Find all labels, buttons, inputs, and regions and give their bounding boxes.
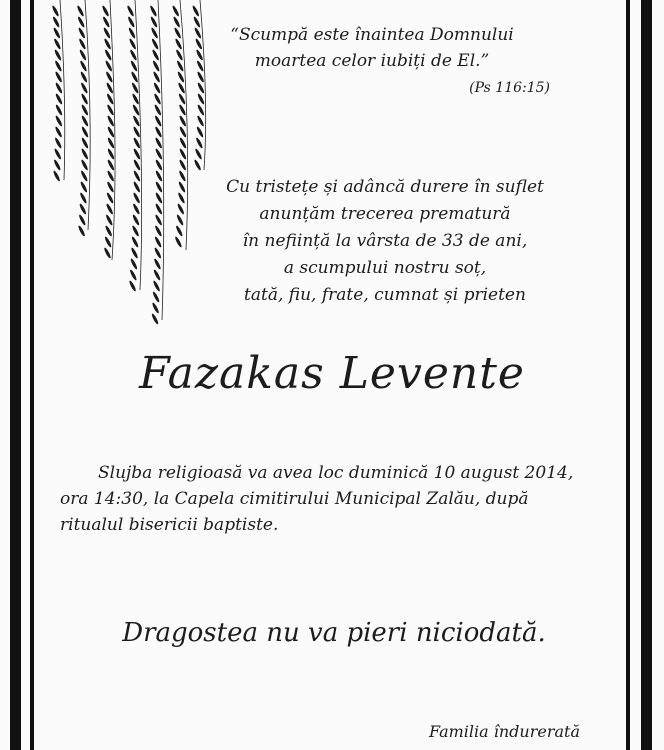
willow-leaf <box>176 60 184 72</box>
willow-leaf <box>152 60 160 72</box>
announcement-text <box>200 174 570 309</box>
willow-leaf <box>197 104 205 116</box>
willow-leaf <box>175 49 183 61</box>
willow-leaf <box>79 60 87 72</box>
willow-leaf <box>103 38 111 50</box>
willow-leaf <box>179 137 187 149</box>
willow-leaf <box>53 159 61 171</box>
willow-leaf <box>155 192 163 204</box>
willow-leaf <box>178 93 186 105</box>
willow-leaf <box>107 115 115 127</box>
willow-leaf <box>155 203 163 215</box>
willow-leaf <box>81 115 89 127</box>
willow-leaf <box>131 82 139 94</box>
willow-leaf <box>106 181 114 193</box>
willow-leaf <box>133 148 141 160</box>
willow-leaf <box>132 126 140 138</box>
willow-leaf <box>80 71 88 83</box>
willow-leaf <box>152 280 160 292</box>
willow-leaf <box>55 82 63 94</box>
willow-leaf <box>104 225 112 237</box>
willow-leaf <box>55 93 63 105</box>
willow-leaf <box>126 5 134 17</box>
willow-leaf <box>130 60 138 72</box>
willow-leaf <box>131 225 139 237</box>
willow-leaf <box>178 159 186 171</box>
willow-leaf <box>107 148 115 160</box>
willow-leaf <box>78 214 86 226</box>
willow-leaf <box>174 38 182 50</box>
willow-leaf <box>133 159 141 171</box>
willow-leaf <box>78 27 86 39</box>
willow-leaf <box>80 82 88 94</box>
deceased-name: Fazakas Levente <box>139 348 525 399</box>
willow-leaf <box>197 93 205 105</box>
willow-leaf <box>151 313 159 325</box>
willow-leaf <box>153 93 161 105</box>
willow-leaf <box>128 27 136 39</box>
willow-leaf <box>154 126 162 138</box>
willow-leaf <box>81 148 89 160</box>
willow-leaf <box>196 126 204 138</box>
willow-leaf <box>130 247 138 259</box>
willow-leaf <box>179 148 187 160</box>
willow-leaf <box>154 247 162 259</box>
willow-leaf <box>155 159 163 171</box>
willow-leaf <box>193 16 201 28</box>
willow-leaf <box>105 214 113 226</box>
willow-leaf <box>78 38 86 50</box>
verse-line-1: “Scumpă este înaintea Domnului <box>230 25 514 45</box>
frame-outer-left <box>10 0 21 750</box>
willow-leaf <box>54 71 62 83</box>
willow-leaf <box>194 27 202 39</box>
willow-leaf <box>54 60 62 72</box>
willow-leaf <box>132 192 140 204</box>
willow-leaf <box>52 170 60 182</box>
willow-leaf <box>106 104 114 116</box>
willow-leaf <box>55 104 63 116</box>
willow-leaf <box>132 214 140 226</box>
willow-leaf <box>104 236 112 248</box>
willow-leaf <box>177 82 185 94</box>
willow-leaf <box>129 49 137 61</box>
willow-leaf <box>152 291 160 303</box>
willow-leaf <box>104 49 112 61</box>
willow-leaf <box>177 203 185 215</box>
willow-leaf <box>130 258 138 270</box>
willow-leaf <box>107 137 115 149</box>
willow-leaf <box>80 93 88 105</box>
willow-leaf <box>107 159 115 171</box>
willow-leaf <box>106 170 114 182</box>
willow-leaf <box>153 258 161 270</box>
bible-verse <box>212 22 532 74</box>
willow-leaf <box>81 126 89 138</box>
family-signature: Familia îndurerată <box>429 722 580 741</box>
willow-leaf <box>154 236 162 248</box>
frame-inner-right <box>626 0 630 750</box>
willow-leaf <box>54 148 62 160</box>
willow-leaf <box>132 104 140 116</box>
willow-leaf <box>102 16 110 28</box>
willow-leaf <box>154 115 162 127</box>
willow-leaf <box>196 60 204 72</box>
willow-leaf <box>107 126 115 138</box>
frame-outer-right <box>641 0 652 750</box>
willow-leaf <box>196 71 204 83</box>
announcement-line: în neființă la vârsta de 33 de ani, <box>242 231 528 251</box>
willow-leaf <box>177 192 185 204</box>
willow-leaf <box>131 93 139 105</box>
willow-leaf <box>151 302 159 314</box>
willow-leaf <box>154 225 162 237</box>
willow-leaf <box>150 27 158 39</box>
verse-line-2: moartea celor iubiți de El.” <box>254 51 490 71</box>
willow-leaf <box>103 247 111 259</box>
willow-leaf <box>132 115 140 127</box>
willow-leaf <box>178 170 186 182</box>
willow-leaf <box>173 27 181 39</box>
willow-leaf <box>178 104 186 116</box>
announcement-line: tată, fiu, frate, cumnat și prieten <box>244 285 526 305</box>
willow-leaf <box>133 181 141 193</box>
willow-leaf <box>195 137 203 149</box>
willow-leaf <box>76 5 84 17</box>
willow-leaf <box>193 159 201 171</box>
willow-leaf <box>179 126 187 138</box>
service-line: ora 14:30, la Capela cimitirului Municipal Zalău, după <box>60 489 529 509</box>
willow-leaf <box>195 38 203 50</box>
willow-leaf <box>176 214 184 226</box>
willow-leaf <box>129 269 137 281</box>
willow-leaf <box>106 192 114 204</box>
willow-leaf <box>133 137 141 149</box>
motto: Dragostea nu va pieri niciodată. <box>122 618 546 648</box>
willow-leaf <box>106 93 114 105</box>
willow-leaf <box>79 203 87 215</box>
willow-leaf <box>132 203 140 215</box>
service-details <box>60 460 592 538</box>
willow-leaf <box>54 137 62 149</box>
willow-leaf <box>150 16 158 28</box>
willow-leaf <box>127 16 135 28</box>
verse-reference: (Ps 116:15) <box>469 80 550 96</box>
willow-leaf <box>155 181 163 193</box>
willow-leaf <box>153 82 161 94</box>
willow-leaf <box>178 181 186 193</box>
willow-leaf <box>54 126 62 138</box>
willow-leaf <box>53 27 61 39</box>
willow-leaf <box>133 170 141 182</box>
willow-leaf <box>177 71 185 83</box>
willow-leaf <box>172 16 180 28</box>
service-line: Slujba religioasă va avea loc duminică 10 august 2014, <box>98 463 574 483</box>
willow-leaf <box>154 104 162 116</box>
willow-leaf <box>197 82 205 94</box>
willow-leaf <box>155 170 163 182</box>
willow-leaf <box>155 148 163 160</box>
willow-leaf <box>77 225 85 237</box>
willow-leaf <box>105 60 113 72</box>
willow-leaf <box>151 38 159 50</box>
willow-leaf <box>131 236 139 248</box>
willow-leaf <box>53 38 61 50</box>
willow-leaf <box>179 115 187 127</box>
willow-leaf <box>194 148 202 160</box>
willow-leaf <box>151 49 159 61</box>
willow-leaf <box>154 214 162 226</box>
willow-leaf <box>174 236 182 248</box>
willow-leaf <box>54 49 62 61</box>
announcement-line: a scumpului nostru soț, <box>283 258 487 278</box>
willow-leaf <box>171 5 179 17</box>
willow-leaf <box>77 16 85 28</box>
willow-leaf <box>79 192 87 204</box>
willow-leaf <box>192 5 200 17</box>
willow-leaf <box>80 181 88 193</box>
willow-leaf <box>149 5 157 17</box>
service-line: ritualul bisericii baptiste. <box>60 515 279 535</box>
willow-leaf <box>153 269 161 281</box>
frame-inner-left <box>30 0 34 750</box>
willow-leaf <box>105 71 113 83</box>
willow-leaf <box>51 5 59 17</box>
willow-leaf <box>80 170 88 182</box>
willow-leaf <box>80 159 88 171</box>
willow-leaf <box>154 137 162 149</box>
willow-leaf <box>79 49 87 61</box>
announcement-line: anunțăm trecerea prematură <box>259 204 511 224</box>
willow-leaf <box>105 203 113 215</box>
willow-branches-icon <box>40 0 220 325</box>
willow-leaf <box>103 27 111 39</box>
willow-leaf <box>106 82 114 94</box>
willow-leaf <box>196 115 204 127</box>
willow-leaf <box>81 104 89 116</box>
willow-leaf <box>101 5 109 17</box>
willow-leaf <box>55 115 63 127</box>
willow-leaf <box>128 280 136 292</box>
willow-leaf <box>128 38 136 50</box>
willow-leaf <box>130 71 138 83</box>
willow-leaf <box>52 16 60 28</box>
willow-leaf <box>81 137 89 149</box>
announcement-line: Cu tristețe și adâncă durere în suflet <box>226 177 544 197</box>
willow-leaf <box>152 71 160 83</box>
willow-leaf <box>195 49 203 61</box>
willow-leaf <box>175 225 183 237</box>
